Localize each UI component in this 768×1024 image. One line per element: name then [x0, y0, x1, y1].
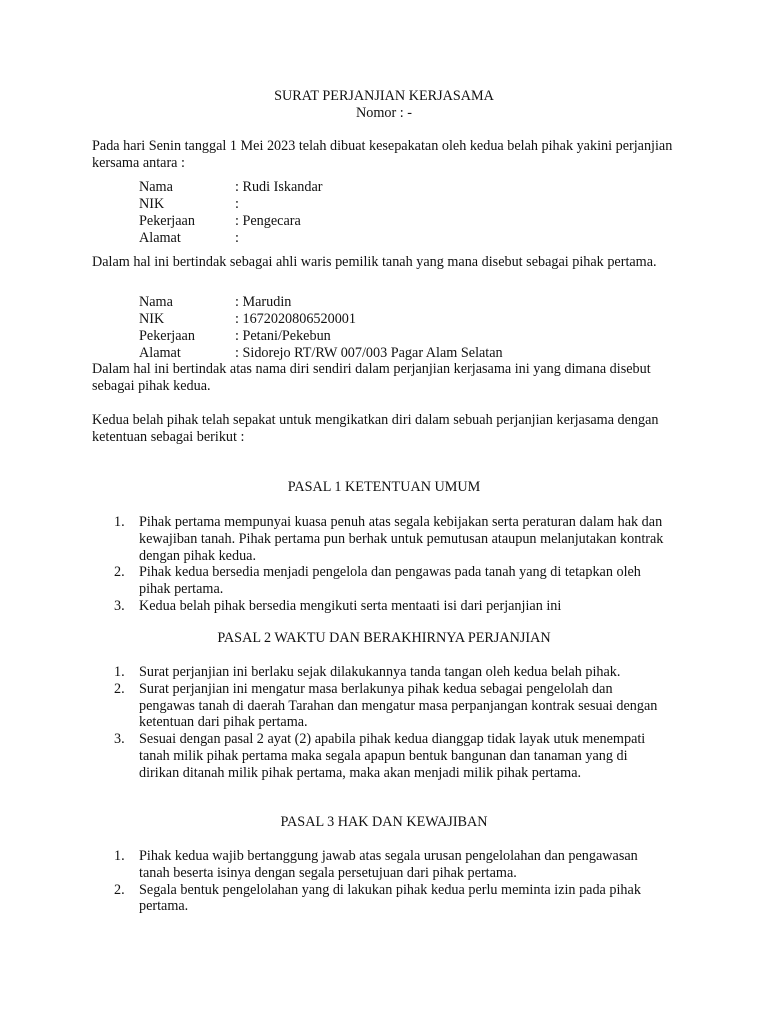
list-text: Pihak kedua wajib bertanggung jawab atas segala urusan pengelolahan dan pengawasan tanah beserta isinya dengan segala persetujuan dari pihak pertama. — [139, 848, 638, 881]
party2-nama-label: Nama — [139, 294, 173, 310]
party1-alamat-label: Alamat — [139, 230, 181, 246]
pasal3-list — [0, 848, 768, 915]
party1-nik-value: : — [235, 196, 239, 212]
list-number: 3. — [114, 731, 125, 748]
party2-role-paragraph: Dalam hal ini bertindak atas nama diri sendiri dalam perjanjian kerjasama ini yang dimana disebut sebagai pihak kedua. — [92, 361, 651, 394]
list-number: 1. — [114, 664, 125, 680]
list-number: 2. — [114, 680, 125, 697]
party1-alamat-value: : — [235, 230, 239, 246]
party1-nama-label: Nama — [139, 179, 173, 195]
list-item — [0, 664, 669, 681]
document-number: Nomor : - — [356, 105, 412, 121]
party1-nama-value: : Rudi Iskandar — [235, 179, 323, 195]
list-item — [0, 882, 669, 916]
party1-alamat-row — [139, 230, 699, 247]
party2-nik-row — [139, 311, 699, 328]
list-item — [0, 848, 669, 882]
list-number: 2. — [114, 564, 125, 581]
party2-nama-row — [139, 294, 699, 311]
party1-nik-label: NIK — [139, 196, 165, 212]
list-item — [0, 564, 669, 598]
pasal2-heading: PASAL 2 WAKTU DAN BERAKHIRNYA PERJANJIAN — [217, 630, 551, 646]
party2-pekerjaan-row — [139, 328, 699, 345]
list-text: Kedua belah pihak bersedia mengikuti serta mentaati isi dari perjanjian ini — [139, 597, 562, 614]
intro-paragraph: Pada hari Senin tanggal 1 Mei 2023 telah dibuat kesepakatan oleh kedua belah pihak yakini perjanjian kersama antara : — [92, 138, 673, 171]
list-text: Sesuai dengan pasal 2 ayat (2) apabila pihak kedua dianggap tidak layak utuk menempati tanah milik pihak pertama maka segala apapun bentuk bangunan dan tanaman yang di dirikan ditanah milik pihak pertama, maka akan menjadi milik pihak pertama. — [139, 731, 646, 781]
party1-role-paragraph: Dalam hal ini bertindak sebagai ahli waris pemilik tanah yang mana disebut sebagai pihak pertama. — [92, 254, 657, 270]
list-text: Segala bentuk pengelolahan yang di lakukan pihak kedua perlu meminta izin pada pihak pertama. — [139, 881, 641, 915]
list-item — [0, 681, 669, 731]
list-text: Surat perjanjian ini mengatur masa berlakunya pihak kedua sebagai pengelolah dan pengawas tanah di daerah Tarahan dan mengatur masa perpanjangan kontrak sesuai dengan ketentuan dari pihak pertama. — [139, 680, 658, 731]
party1-pekerjaan-value: : Pengecara — [235, 213, 301, 229]
party2-pekerjaan-label: Pekerjaan — [139, 328, 195, 344]
list-text: Pihak kedua bersedia menjadi pengelola dan pengawas pada tanah yang di tetapkan oleh pihak pertama. — [139, 564, 641, 598]
list-item — [0, 731, 669, 781]
list-number: 1. — [114, 514, 125, 530]
pasal1-list — [0, 514, 768, 615]
party1-nama-row — [139, 179, 699, 196]
party2-nik-label: NIK — [139, 311, 165, 327]
list-item — [0, 598, 669, 615]
agreement-paragraph: Kedua belah pihak telah sepakat untuk mengikatkan diri dalam sebuah perjanjian kerjasama dengan ketentuan sebagai berikut : — [92, 412, 659, 445]
party2-alamat-value: : Sidorejo RT/RW 007/003 Pagar Alam Selatan — [235, 345, 503, 361]
list-number: 3. — [114, 597, 125, 614]
party2-alamat-label: Alamat — [139, 345, 181, 361]
party1-nik-row — [139, 196, 699, 213]
pasal2-list — [0, 664, 768, 782]
document-title: SURAT PERJANJIAN KERJASAMA — [274, 88, 494, 104]
party1-pekerjaan-label: Pekerjaan — [139, 213, 195, 229]
list-number: 2. — [114, 881, 125, 898]
pasal3-heading: PASAL 3 HAK DAN KEWAJIBAN — [280, 814, 488, 830]
party2-nama-value: : Marudin — [235, 294, 292, 310]
party1-pekerjaan-row — [139, 213, 699, 230]
list-item — [0, 514, 669, 564]
party2-alamat-row — [139, 345, 699, 362]
party2-pekerjaan-value: : Petani/Pekebun — [235, 328, 331, 344]
party2-nik-value: : 1672020806520001 — [235, 311, 356, 327]
pasal1-heading: PASAL 1 KETENTUAN UMUM — [287, 479, 481, 495]
list-text: Pihak pertama mempunyai kuasa penuh atas segala kebijakan serta peraturan dalam hak dan kewajiban tanah. Pihak pertama pun berhak untuk pemutusan ataupun melanjutakan kontrak dengan pihak kedua. — [139, 514, 664, 564]
list-text: Surat perjanjian ini berlaku sejak dilakukannya tanda tangan oleh kedua belah pihak. — [139, 664, 621, 680]
list-number: 1. — [114, 848, 125, 864]
